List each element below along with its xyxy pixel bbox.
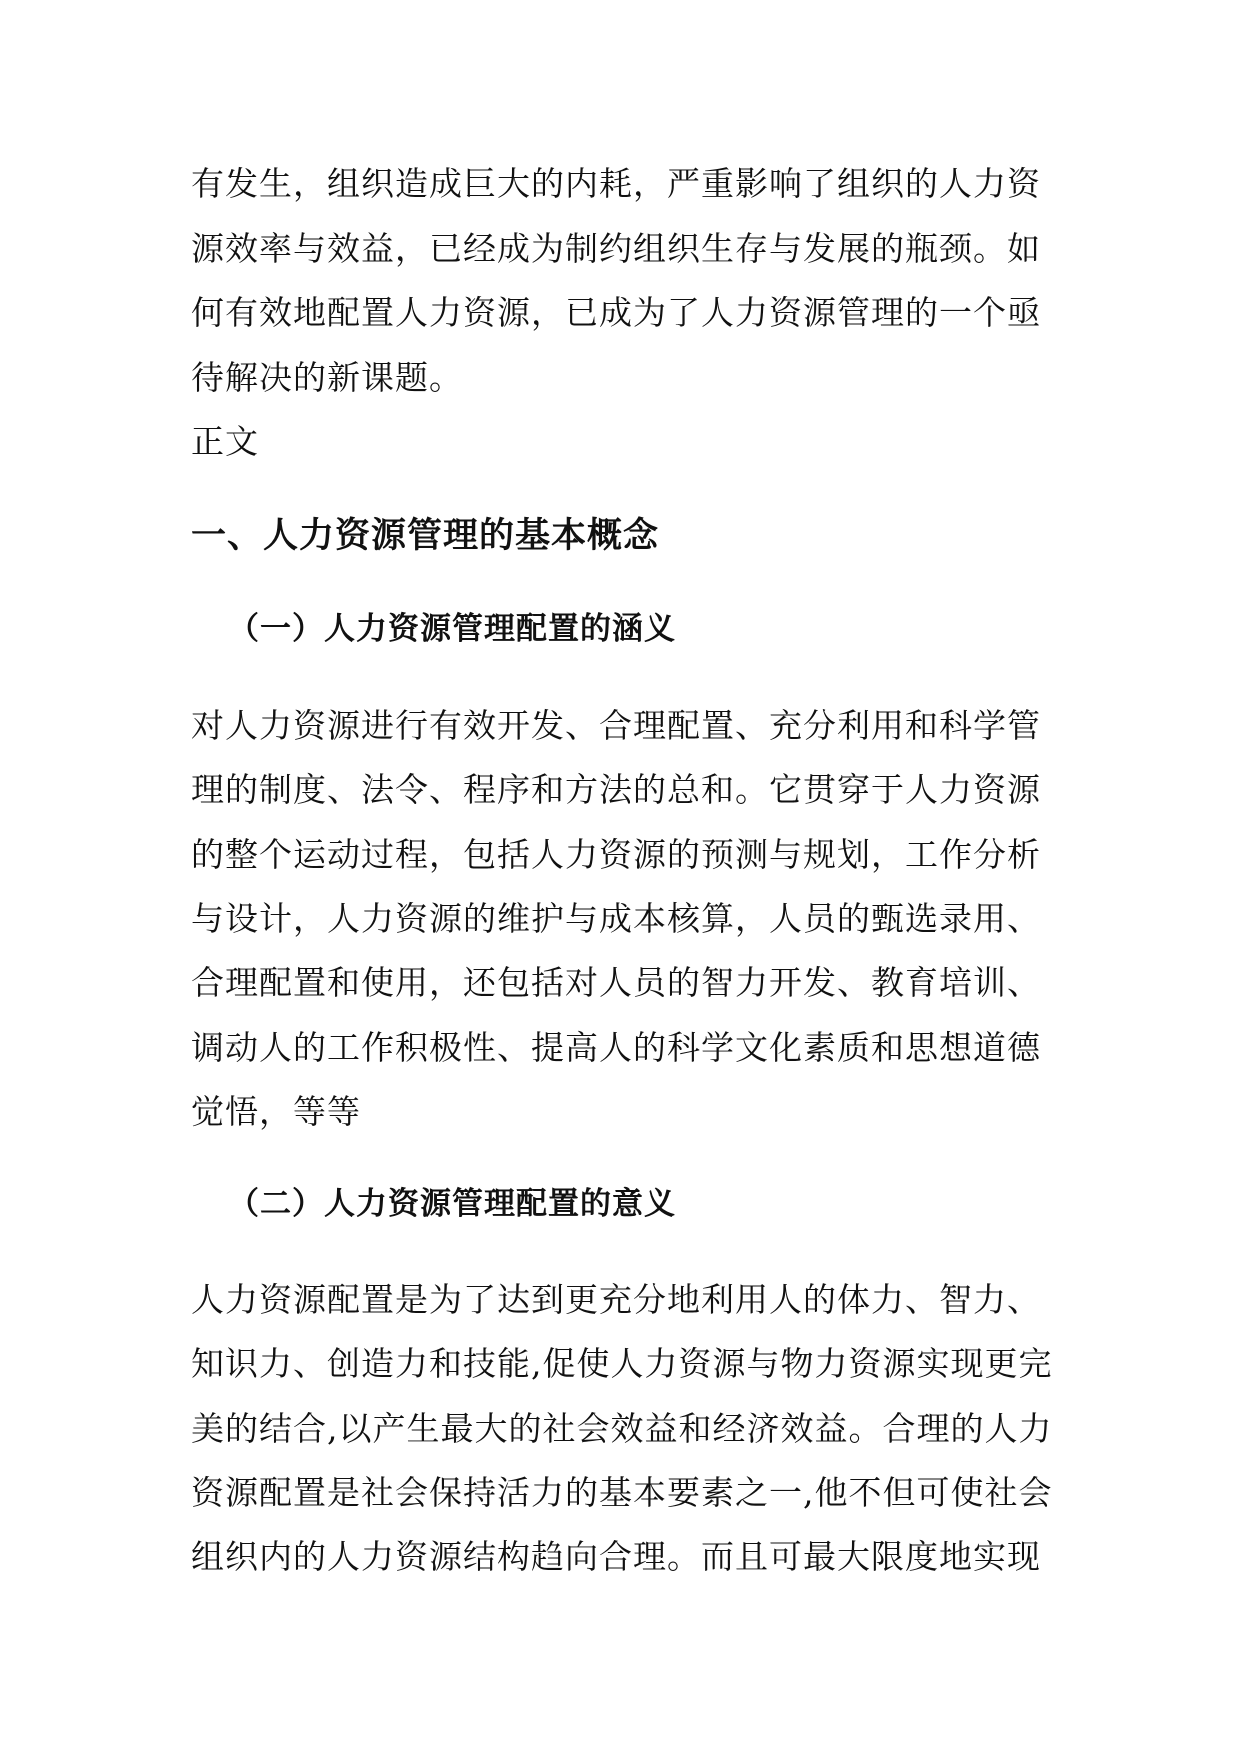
paragraph-line: 人力资源配置是为了达到更充分地利用人的体力、智力、 (191, 1280, 1041, 1319)
section-heading: 一、人力资源管理的基本概念 (191, 516, 660, 556)
paragraph-line: 资源配置是社会保持活力的基本要素之一,他不但可使社会 (191, 1473, 1053, 1512)
paragraph-line: 的整个运动过程，包括人力资源的预测与规划，工作分析 (191, 835, 1041, 874)
paragraph-line: 对人力资源进行有效开发、合理配置、充分利用和科学管 (191, 706, 1041, 745)
intro-line: 有发生，组织造成巨大的内耗，严重影响了组织的人力资 (191, 164, 1041, 203)
paragraph-line: 知识力、创造力和技能,促使人力资源与物力资源实现更完 (191, 1344, 1053, 1383)
paragraph-line: 组织内的人力资源结构趋向合理。而且可最大限度地实现 (191, 1537, 1041, 1576)
paragraph-line: 合理配置和使用，还包括对人员的智力开发、教育培训、 (191, 963, 1041, 1002)
paragraph-line: 与设计，人力资源的维护与成本核算，人员的甄选录用、 (191, 899, 1041, 938)
body-label: 正文 (191, 422, 259, 461)
subsection-heading: （二）人力资源管理配置的意义 (228, 1186, 676, 1222)
paragraph-line: 美的结合,以产生最大的社会效益和经济效益。合理的人力 (191, 1409, 1053, 1448)
subsection-heading: （一）人力资源管理配置的涵义 (228, 611, 676, 647)
intro-line: 待解决的新课题。 (191, 358, 463, 397)
intro-line: 源效率与效益，已经成为制约组织生存与发展的瓶颈。如 (191, 229, 1041, 268)
intro-line: 何有效地配置人力资源，已成为了人力资源管理的一个亟 (191, 293, 1041, 332)
paragraph-line: 调动人的工作积极性、提高人的科学文化素质和思想道德 (191, 1028, 1041, 1067)
paragraph-line: 觉悟，等等 (191, 1092, 361, 1131)
paragraph-line: 理的制度、法令、程序和方法的总和。它贯穿于人力资源 (191, 770, 1041, 809)
